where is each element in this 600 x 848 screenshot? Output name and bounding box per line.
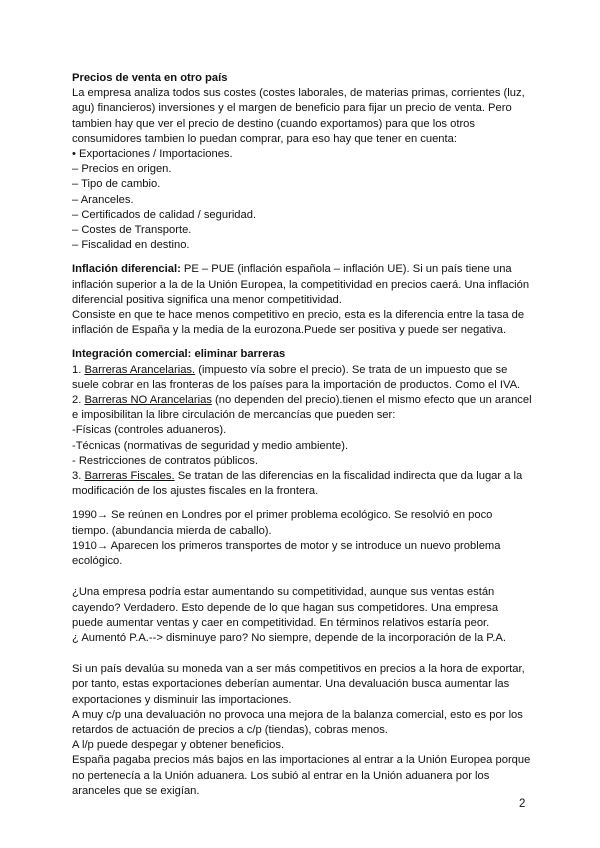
item-barreras-fiscales: [72, 469, 532, 499]
list-item: – Certificados de calidad / seguridad.: [72, 208, 257, 221]
section-title-inflacion: Inflación diferencial:: [72, 263, 181, 276]
list-item: – Tipo de cambio.: [72, 178, 161, 191]
document-body: [72, 71, 532, 799]
sub-item: -Técnicas (normativas de seguridad y medio ambiente).: [72, 439, 349, 452]
section-title-precios: Precios de venta en otro país: [72, 72, 228, 84]
term-barreras-fiscales: Barreras Fiscales.: [84, 470, 175, 483]
item-number: 3.: [72, 470, 85, 483]
paragraph-1910: 1910→ Aparecen los primeros transportes de motor y se introduce un nuevo problema ecológico.: [72, 539, 501, 568]
paragraph-pa-question: ¿ Aumentó P.A.--> disminuye paro? No siempre, depende de la incorporación de la P.A.: [72, 631, 506, 644]
spacer: [72, 499, 532, 508]
inflacion-text: PE – PUE (inflación española – inflación UE). Si un país tiene una inflación superior a la de la Unión Europea, la competitividad en precios caerá. Una inflación diferencial positiva significa una menor competitividad.: [72, 263, 530, 306]
spacer: [72, 646, 532, 655]
paragraph-corto-plazo: A muy c/p una devaluación no provoca una mejora de la balanza comercial, esto es por los retardos de actuación de precios a c/p (tiendas), cobras menos.: [72, 708, 523, 736]
item-barreras-no-arancelarias: [72, 393, 532, 423]
paragraph-inflacion-2: Consiste en que te hace menos competitivo en precio, esta es la diferencia entre la tasa de inflación de España y la media de la eurozona.Puede ser positiva y puede ser negativa.: [72, 309, 525, 337]
sub-item: - Restricciones de contratos públicos.: [72, 454, 258, 467]
paragraph-competitividad: ¿Una empresa podría estar aumentando su competitividad, aunque sus ventas están cayendo? Verdadero. Esto depende de lo que hagan sus competidores. Una empresa puede aumentar ventas y caer en competitividad. En términos relativos estaría peor.: [72, 586, 499, 629]
item-text: (impuesto vía sobre el precio). Se trata de un impuesto que se suele cobrar en las fronteras de los países para la importación de productos. Como el IVA.: [72, 363, 521, 391]
bullet-exportaciones: • Exportaciones / Importaciones.: [72, 148, 233, 161]
list-item: – Fiscalidad en destino.: [72, 239, 190, 252]
spacer: [72, 253, 532, 262]
item-barreras-arancelarias: [72, 363, 532, 393]
paragraph-precios-intro: La empresa analiza todos sus costes (costes laborales, de materias primas, corrientes (luz, agu) financieros) inversiones y el margen de beneficio para fijar un precio de venta. Pero tambien hay que ver el precio de destino (cuando exportamos) para que los otros consumidores tambien lo puedan comprar, para eso hay que tener en cuenta:: [72, 87, 525, 145]
paragraph-devaluacion: Si un país devalúa su moneda van a ser más competitivos en precios a la hora de exportar, por tanto, estas exportaciones deberían aumentar. Una devaluación busca aumentar las exportaciones y disminuir las importaciones.: [72, 663, 525, 706]
item-text: Se tratan de las diferencias en la fiscalidad indirecta que da lugar a la modificación de los ajustes fiscales en la frontera.: [72, 470, 523, 498]
list-item: – Precios en origen.: [72, 163, 172, 176]
section-title-integracion: Integración comercial: eliminar barreras: [72, 348, 286, 361]
item-number: 1.: [72, 363, 85, 376]
paragraph-1990: 1990→ Se reúnen en Londres por el primer problema ecológico. Se resolvió en poco tiempo. (abundancia mierda de caballo).: [72, 509, 493, 537]
spacer: [72, 655, 532, 662]
item-number: 2.: [72, 394, 85, 407]
item-text: (no dependen del precio).tienen el mismo efecto que un arancel e imposibilitan la libre circulación de mercancías que pueden ser:: [72, 394, 532, 422]
spacer: [72, 338, 532, 347]
term-barreras-arancelarias: Barreras Arancelarias.: [84, 363, 196, 376]
sub-item: -Físicas (controles aduaneros).: [72, 424, 227, 437]
spacer: [72, 569, 532, 578]
page-number: 2: [519, 798, 526, 810]
paragraph-espana: España pagaba precios más bajos en las importaciones al entrar a la Unión Europea porque no pertenecía a la Unión aduanera. Los subió al entrar en la Unión aduanera por los aranceles que se exigían.: [72, 754, 531, 797]
list-item: – Aranceles.: [72, 193, 134, 206]
paragraph-largo-plazo: A l/p puede despegar y obtener beneficios.: [72, 739, 285, 752]
paragraph-inflacion: [72, 262, 532, 308]
term-barreras-no-arancelarias: Barreras NO Arancelarias: [84, 394, 212, 407]
list-item: – Costes de Transporte.: [72, 224, 192, 237]
spacer: [72, 578, 532, 585]
